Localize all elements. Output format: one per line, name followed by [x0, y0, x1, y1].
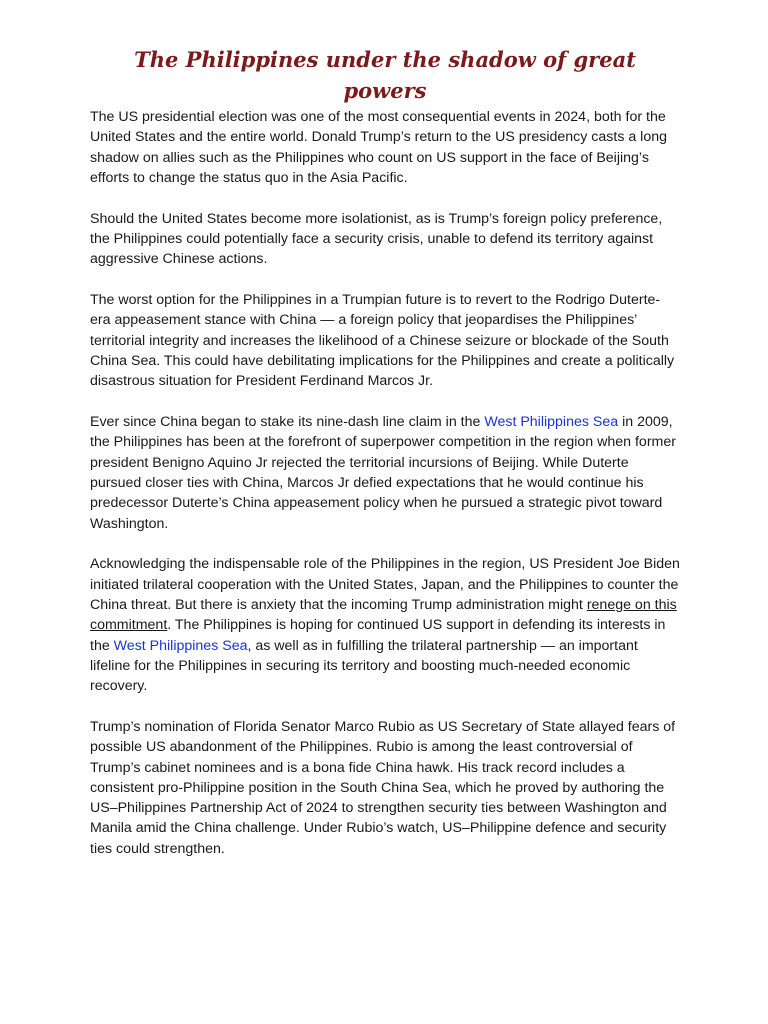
west-philippines-sea-link[interactable]: West Philippines Sea: [484, 414, 619, 431]
renege-commitment-link[interactable]: renege on this commitment: [90, 596, 677, 634]
paragraph-4-text-after: in 2009, the Philippines has been at the forefront of superpower competition in the region when former president Benigno Aquino Jr rejected the territorial incursions of Beijing. While Duterte pursued closer ties with China, Marcos Jr defied expectations that he would continue his predecessor Duterte’s China appeasement policy when he pursued a strategic pivot toward Washington.: [90, 414, 676, 532]
article-title: The Philippines under the shadow of great powers: [134, 47, 636, 103]
paragraph-5-text-before: Acknowledging the indispensable role of the Philippines in the region, US President Joe Biden initiated trilateral cooperation with the United States, Japan, and the Philippines to counter the China threat. But there is anxiety that the incoming Trump administration might: [90, 556, 680, 613]
paragraph-5: [90, 554, 680, 696]
paragraph-4: [90, 412, 680, 534]
paragraph-4-text-before: Ever since China began to stake its nine-dash line claim in the: [90, 414, 485, 431]
paragraph-6: Trump’s nomination of Florida Senator Marco Rubio as US Secretary of State allayed fears of possible US abandonment of the Philippines. Rubio is among the least controversial of Trump’s cabinet nominees and is a bona fide China hawk. His track record includes a consistent pro-Philippine position in the South China Sea, which he proved by authoring the US–Philippines Partnership Act of 2024 to strengthen security ties between Washington and Manila amid the China challenge. Under Rubio’s watch, US–Philippine defence and security ties could strengthen.: [90, 718, 676, 857]
paragraph-5-text-middle: . The Philippines is hoping for continued US support in defending its interests in the: [90, 617, 666, 654]
article: [90, 44, 680, 880]
paragraph-1: The US presidential election was one of the most consequential events in 2024, both for the United States and the entire world. Donald Trump’s return to the US presidency casts a long shadow on allies such as the Philippines who count on US support in the face of Beijing’s efforts to change the status quo in the Asia Pacific.: [90, 109, 668, 186]
paragraph-3: The worst option for the Philippines in a Trumpian future is to revert to the Rodrigo Duterte-era appeasement stance with China — a foreign policy that jeopardises the Philippines’ territorial integrity and increases the likelihood of a Chinese seizure or blockade of the South China Sea. This could have debilitating implications for the Philippines and create a politically disastrous situation for President Ferdinand Marcos Jr.: [90, 292, 675, 390]
paragraph-5-text-after: , as well as in fulfilling the trilateral partnership — an important lifeline for the Philippines in securing its territory and boosting much-needed economic recovery.: [90, 637, 638, 695]
west-philippines-sea-link-2[interactable]: West Philippines Sea: [113, 637, 248, 654]
paragraph-2: Should the United States become more isolationist, as is Trump’s foreign policy preference, the Philippines could potentially face a security crisis, unable to defend its territory against aggressive Chinese actions.: [90, 210, 663, 268]
